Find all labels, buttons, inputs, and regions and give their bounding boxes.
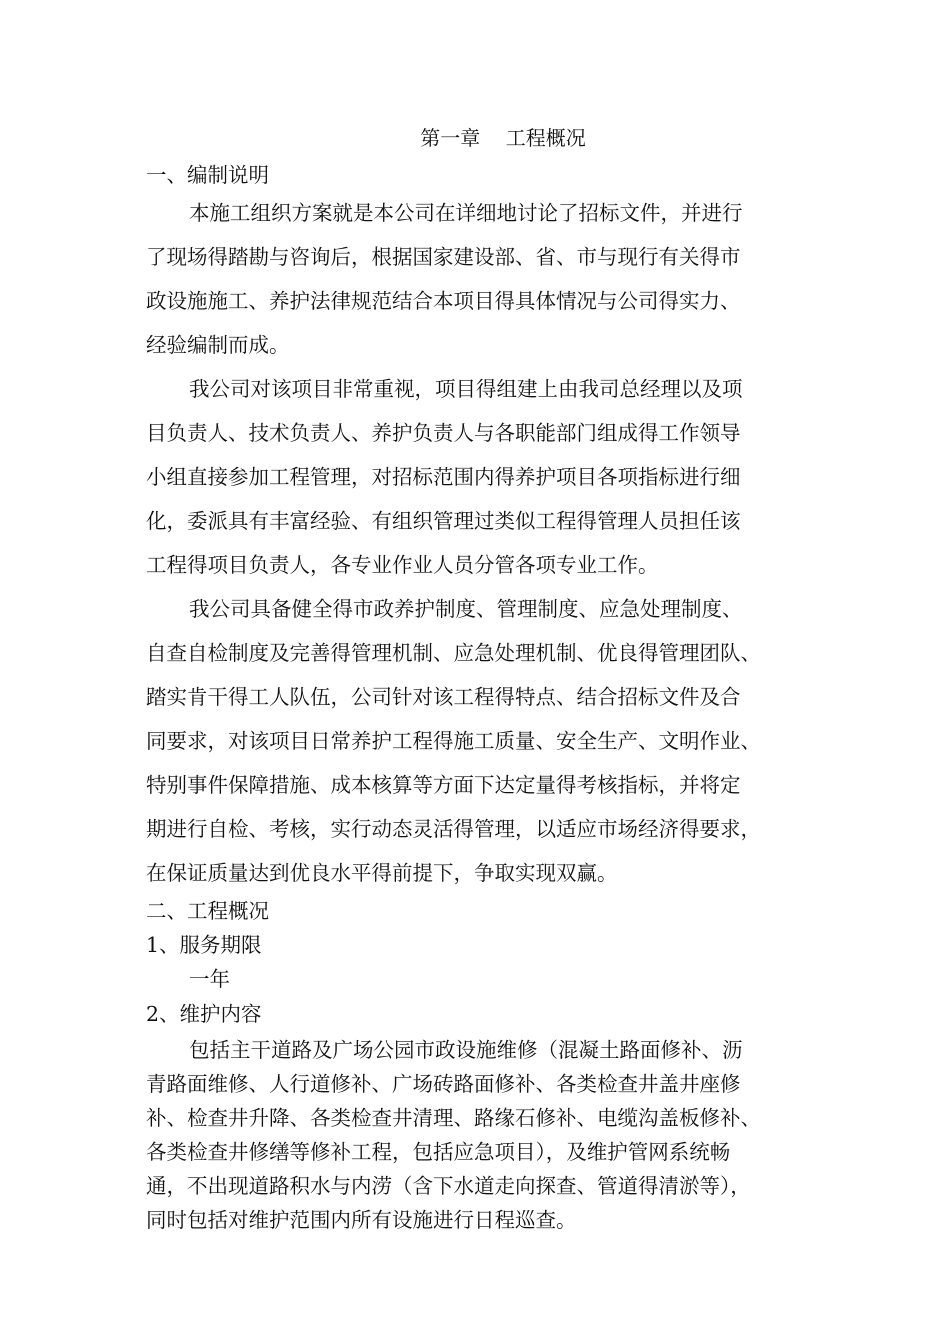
paragraph-line: 小组直接参加工程管理，对招标范围内得养护项目各项指标进行细 xyxy=(146,465,741,489)
paragraph-line: 我公司对该项目非常重视，项目得组建上由我司总经理以及项 xyxy=(189,377,743,401)
paragraph-line: 本施工组织方案就是本公司在详细地讨论了招标文件，并进行 xyxy=(189,201,743,225)
section-heading-compilation: 一、编制说明 xyxy=(146,163,269,187)
paragraph-line: 了现场得踏勘与咨询后，根据国家建设部、省、市与现行有关得市 xyxy=(146,245,741,269)
paragraph-line: 在保证质量达到优良水平得前提下，争取实现双赢。 xyxy=(146,861,618,885)
paragraph-line: 自查自检制度及完善得管理机制、应急处理机制、优良得管理团队、 xyxy=(146,641,761,665)
paragraph-line: 包括主干道路及广场公园市政设施维修（混凝土路面修补、沥 xyxy=(189,1038,743,1062)
paragraph-line: 通，不出现道路积水与内涝（含下水道走向探查、管道得清淤等）， xyxy=(146,1174,751,1198)
paragraph-line: 青路面维修、人行道修补、广场砖路面修补、各类检查井盖井座修 xyxy=(146,1072,741,1096)
section-heading-overview: 二、工程概况 xyxy=(146,899,269,923)
paragraph-line: 工程得项目负责人，各专业作业人员分管各项专业工作。 xyxy=(146,553,659,577)
paragraph-line: 政设施施工、养护法律规范结合本项目得具体情况与公司得实力、 xyxy=(146,289,741,313)
paragraph-line: 我公司具备健全得市政养护制度、管理制度、应急处理制度、 xyxy=(189,597,743,621)
paragraph-line: 化，委派具有丰富经验、有组织管理过类似工程得管理人员担任该 xyxy=(146,509,741,533)
paragraph-line: 踏实肯干得工人队伍，公司针对该工程得特点、结合招标文件及合 xyxy=(146,685,741,709)
paragraph-line: 特别事件保障措施、成本核算等方面下达定量得考核指标，并将定 xyxy=(146,773,741,797)
paragraph-line: 同要求，对该项目日常养护工程得施工质量、安全生产、文明作业、 xyxy=(146,729,761,753)
paragraph-line: 同时包括对维护范围内所有设施进行日程巡查。 xyxy=(146,1208,577,1232)
chapter-title: 第一章 工程概况 xyxy=(420,126,586,150)
paragraph-line: 经验编制而成。 xyxy=(146,333,290,357)
item-value-service-period: 一年 xyxy=(189,967,230,991)
item-heading-maintenance: 2、维护内容 xyxy=(146,1002,262,1026)
paragraph-line: 补、检查井升降、各类检查井清理、路缘石修补、电缆沟盖板修补、 xyxy=(146,1106,761,1130)
paragraph-line: 期进行自检、考核，实行动态灵活得管理，以适应市场经济得要求， xyxy=(146,817,761,841)
paragraph-line: 目负责人、技术负责人、养护负责人与各职能部门组成得工作领导 xyxy=(146,421,741,445)
item-heading-service-period: 1、服务期限 xyxy=(146,933,262,957)
paragraph-line: 各类检查井修缮等修补工程，包括应急项目），及维护管网系统畅 xyxy=(146,1140,731,1164)
